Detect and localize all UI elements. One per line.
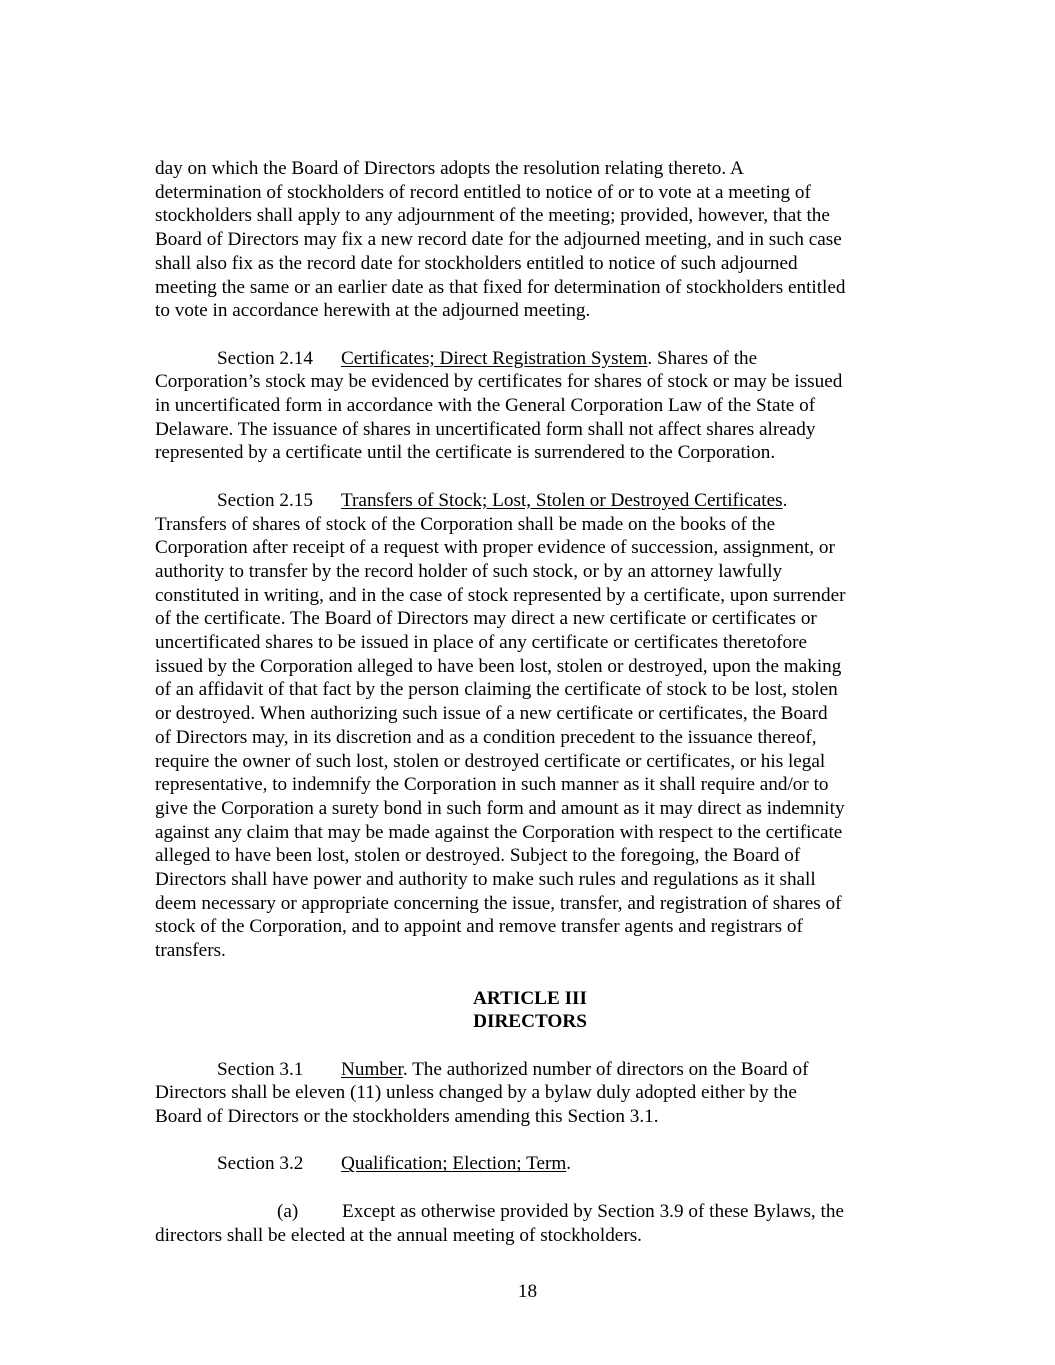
text-line: transfers. <box>155 940 226 962</box>
text-line: represented by a certificate until the certificate is surrendered to the Corporation. <box>155 442 776 464</box>
text-line: determination of stockholders of record entitled to notice of or to vote at a meeting of <box>155 181 811 203</box>
text-line: or destroyed. When authorizing such issue of a new certificate or certificates, the Board <box>155 703 828 725</box>
section-number: Section 3.1 <box>217 1058 304 1080</box>
text-line: require the owner of such lost, stolen or destroyed certificate or certificates, or his legal <box>155 750 826 772</box>
section-3-2 <box>155 1152 905 1176</box>
text-line: authority to transfer by the record holder of such stock, or by an attorney lawfully <box>155 560 783 582</box>
text-line: in uncertificated form in accordance with the General Corporation Law of the State of <box>155 395 816 417</box>
text-line: to vote in accordance herewith at the adjourned meeting. <box>155 300 591 322</box>
page-number: 18 <box>517 1281 538 1302</box>
subsection-a <box>155 1200 905 1247</box>
article-number: ARTICLE III <box>473 987 587 1009</box>
text-line: stockholders shall apply to any adjournment of the meeting; provided, however, that the <box>155 205 830 227</box>
text-line: give the Corporation a surety bond in such form and amount as it may direct as indemnity <box>155 797 845 819</box>
text-line: constituted in writing, and in the case of stock represented by a certificate, upon surrender <box>155 584 846 606</box>
text-line: directors shall be elected at the annual meeting of stockholders. <box>155 1224 642 1246</box>
text-line: of an affidavit of that fact by the person claiming the certificate of stock to be lost, stolen <box>155 679 838 701</box>
text-line: deem necessary or appropriate concerning the issue, transfer, and registration of shares of <box>155 892 842 914</box>
document-page <box>155 157 905 1271</box>
section-first-line-text: . The authorized number of directors on the Board of <box>402 1058 809 1080</box>
text-line: stock of the Corporation, and to appoint and remove transfer agents and registrars of <box>155 916 803 938</box>
section-heading-line <box>155 1152 905 1176</box>
text-line: Board of Directors or the stockholders amending this Section 3.1. <box>155 1106 659 1128</box>
text-line: of Directors may, in its discretion and as a condition precedent to the issuance thereof, <box>155 726 817 748</box>
text-line: Directors shall be eleven (11) unless changed by a bylaw duly adopted either by the <box>155 1082 797 1104</box>
section-first-line-text: . <box>566 1153 572 1175</box>
text-line: Directors shall have power and authority to make such rules and regulations as it shall <box>155 869 816 891</box>
text-line: day on which the Board of Directors adopts the resolution relating thereto. A <box>155 158 744 179</box>
section-heading-line <box>155 489 905 513</box>
section-2-14 <box>155 347 905 466</box>
article-heading <box>155 987 905 1034</box>
section-number: Section 2.14 <box>217 347 313 369</box>
section-title: Number <box>341 1058 403 1080</box>
text-line: of the certificate. The Board of Directors may direct a new certificate or certificates or <box>155 608 817 630</box>
section-heading-line <box>155 1058 905 1082</box>
section-number: Section 3.2 <box>217 1153 304 1175</box>
text-line: alleged to have been lost, stolen or destroyed. Subject to the foregoing, the Board of <box>155 845 801 867</box>
text-line: against any claim that may be made against the Corporation with respect to the certificate <box>155 821 843 843</box>
section-3-1 <box>155 1058 905 1129</box>
text-line: issued by the Corporation alleged to have been lost, stolen or destroyed, upon the making <box>155 655 842 677</box>
section-title: Transfers of Stock; Lost, Stolen or Destroyed Certificates <box>341 489 783 511</box>
text-line: Corporation after receipt of a request with proper evidence of succession, assignment, or <box>155 537 835 559</box>
section-2-15 <box>155 489 905 963</box>
text-line: meeting the same or an earlier date as that fixed for determination of stockholders entitled <box>155 276 846 298</box>
section-heading-line <box>155 347 905 371</box>
section-title: Certificates; Direct Registration System <box>341 347 648 369</box>
section-first-line-text: . Shares of the <box>647 347 758 369</box>
text-line: Transfers of shares of stock of the Corporation shall be made on the books of the <box>155 513 776 535</box>
text-line: Board of Directors may fix a new record date for the adjourned meeting, and in such case <box>155 229 842 251</box>
subsection-first-line-text: Except as otherwise provided by Section 3.9 of these Bylaws, the <box>342 1200 844 1222</box>
article-title: DIRECTORS <box>473 1011 587 1033</box>
text-line: Delaware. The issuance of shares in uncertificated form shall not affect shares already <box>155 418 816 440</box>
text-line: uncertificated shares to be issued in place of any certificate or certificates theretofore <box>155 632 808 654</box>
subsection-label: (a) <box>277 1200 299 1222</box>
section-number: Section 2.15 <box>217 489 313 511</box>
text-line: Corporation’s stock may be evidenced by certificates for shares of stock or may be issued <box>155 371 843 393</box>
text-line: shall also fix as the record date for stockholders entitled to notice of such adjourned <box>155 252 798 274</box>
section-first-line-text: . <box>782 489 788 511</box>
intro-paragraph <box>155 157 905 323</box>
subsection-first-line <box>155 1200 905 1224</box>
section-title: Qualification; Election; Term <box>341 1153 567 1175</box>
text-line: representative, to indemnify the Corporation in such manner as it shall require and/or to <box>155 774 829 796</box>
